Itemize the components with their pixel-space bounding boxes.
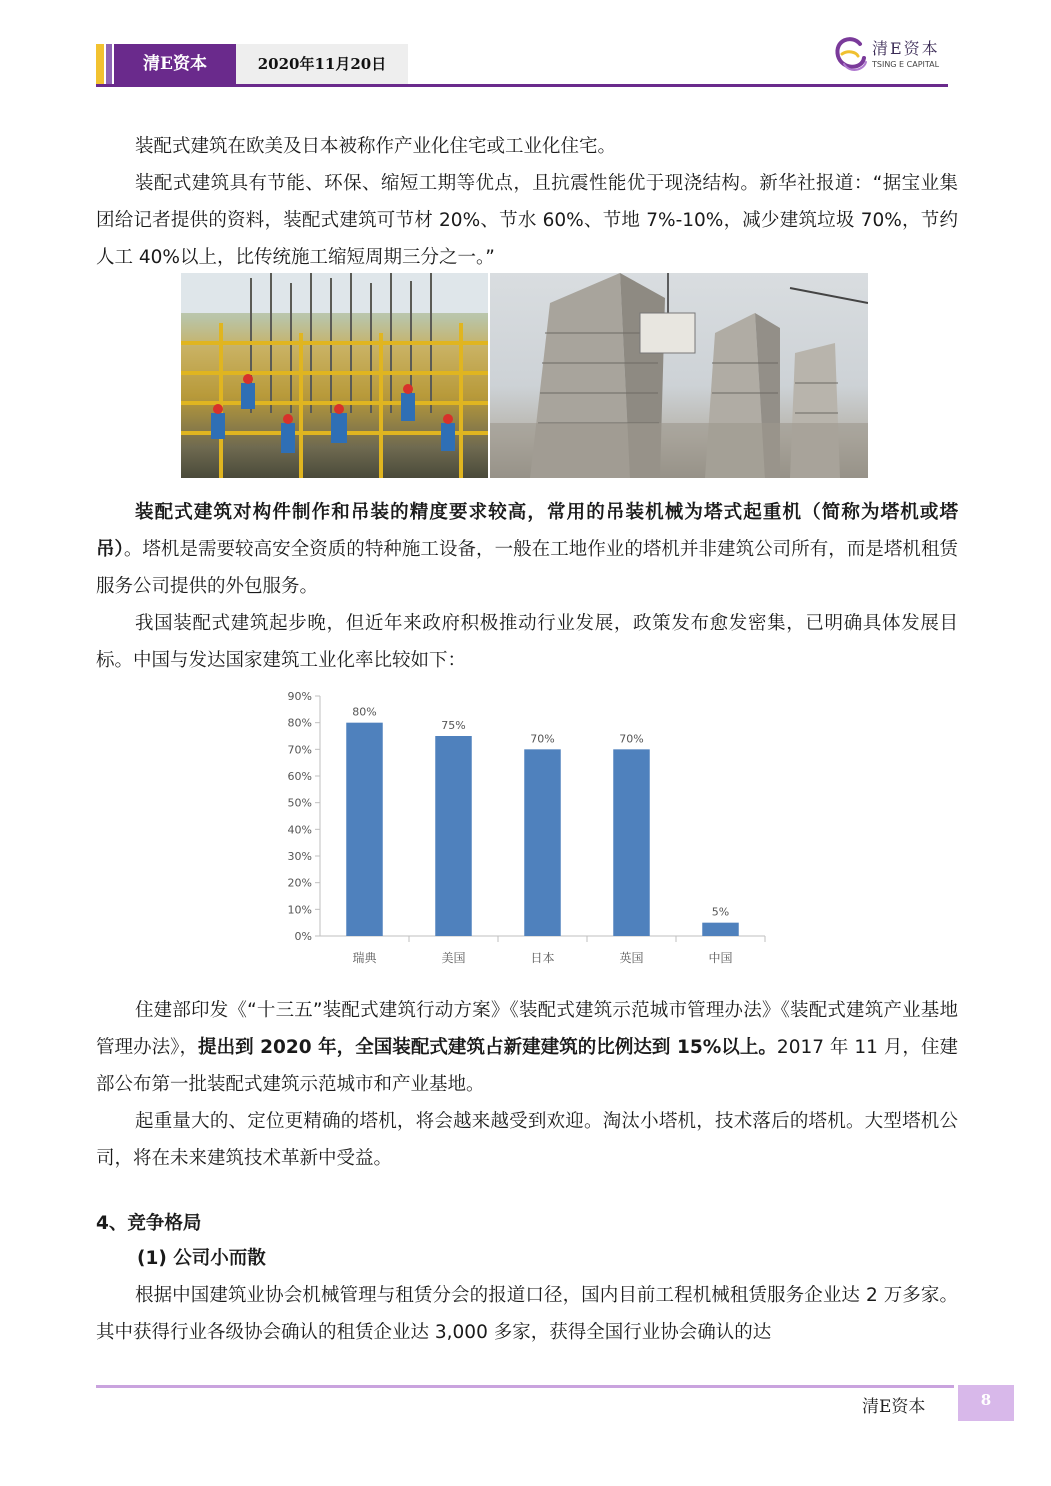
paragraph-2: 装配式建筑具有节能、环保、缩短工期等优点，且抗震性能优于现浇结构。新华社报道：“据宝业集团给记者提供的资料，装配式建筑可节材 20%、节水 60%、节地 7%-10%，减少建筑垃圾 70%，节约人工 40%以上，比传统施工缩短周期三分之一。” bbox=[96, 173, 958, 268]
bar-value-label: 5% bbox=[711, 905, 730, 919]
header-brand: 清E资本 bbox=[114, 44, 236, 84]
bar-4 bbox=[702, 923, 738, 936]
prefab-highrise-photo bbox=[490, 273, 868, 478]
x-category-label: 英国 bbox=[619, 951, 644, 965]
y-tick-label: 60% bbox=[287, 770, 312, 783]
paragraph-7: 根据中国建筑业协会机械管理与租赁分会的报道口径，国内目前工程机械租赁服务企业达 2 万多家。其中获得行业各级协会确认的租赁企业达 3,000 多家，获得全国行业协会确认的达 bbox=[96, 1285, 958, 1343]
company-logo bbox=[830, 30, 950, 80]
paragraph-3-bold: 装配式建筑对构件制作和吊装的精度要求较高，常用的吊装机械为塔式起重机（简称为塔机或塔吊） bbox=[96, 502, 958, 560]
paragraph-1: 装配式建筑在欧美及日本被称作产业化住宅或工业化住宅。 bbox=[135, 136, 617, 157]
y-tick-label: 70% bbox=[287, 743, 312, 757]
bar-3 bbox=[613, 749, 649, 936]
header-rule bbox=[96, 84, 948, 87]
y-tick-label: 90% bbox=[287, 690, 312, 703]
construction-site-photo bbox=[181, 273, 488, 478]
logo-english-name: TSING E CAPITAL bbox=[872, 60, 940, 69]
x-category-label: 瑞典 bbox=[352, 951, 377, 965]
paragraph-5 bbox=[96, 992, 958, 1103]
y-tick-label: 0% bbox=[294, 930, 312, 943]
bar-value-label: 75% bbox=[441, 719, 466, 732]
footer-rule bbox=[96, 1385, 954, 1388]
paragraph-5-a: 住建部印发《“十三五”装配式建筑行动方案》《装配式建筑示范城市管理办法》《装配式建筑产业基地管理办法》， bbox=[96, 1000, 958, 1058]
industrialization-rate-bar-chart bbox=[270, 680, 790, 980]
paragraph-4: 我国装配式建筑起步晚，但近年来政府积极推动行业发展，政策发布愈发密集，已明确具体发展目标。中国与发达国家建筑工业化率比较如下： bbox=[96, 613, 958, 671]
section-heading: 4、竞争格局 bbox=[96, 1213, 202, 1234]
y-tick-label: 30% bbox=[287, 850, 312, 863]
paragraph-3 bbox=[96, 494, 958, 605]
paragraph-5-b: 2017 年 11 月，住建部公布第一批装配式建筑示范城市和产业基地。 bbox=[96, 1037, 958, 1095]
logo-chinese-name: 清E资本 bbox=[872, 39, 940, 58]
y-tick-label: 20% bbox=[287, 876, 312, 890]
bar-value-label: 70% bbox=[619, 732, 644, 746]
bar-value-label: 80% bbox=[352, 705, 377, 719]
y-tick-label: 50% bbox=[287, 796, 312, 810]
paragraph-5-bold: 提出到 2020 年，全国装配式建筑占新建建筑的比例达到 15%以上。 bbox=[198, 1037, 777, 1058]
header-accent-violet bbox=[106, 44, 112, 84]
bar-value-label: 70% bbox=[530, 732, 555, 746]
bar-1 bbox=[435, 736, 471, 936]
header-accent-yellow bbox=[96, 44, 104, 84]
x-category-label: 日本 bbox=[530, 951, 555, 965]
highrise-crane-illustration bbox=[490, 273, 868, 478]
y-tick-label: 40% bbox=[287, 823, 312, 837]
bar-2 bbox=[524, 749, 560, 936]
header-date: 2020年11月20日 bbox=[236, 44, 408, 84]
x-category-label: 美国 bbox=[441, 951, 466, 965]
paragraph-6: 起重量大的、定位更精确的塔机，将会越来越受到欢迎。淘汰小塔机，技术落后的塔机。大型塔机公司，将在未来建筑技术革新中受益。 bbox=[96, 1111, 958, 1169]
subsection-heading: (1) 公司小而散 bbox=[137, 1248, 266, 1269]
footer-brand: 清E资本 bbox=[862, 1397, 926, 1417]
rebar-scaffold-illustration bbox=[181, 273, 488, 478]
paragraph-3-rest: 。塔机是需要较高安全资质的特种施工设备，一般在工地作业的塔机并非建筑公司所有，而是塔机租赁服务公司提供的外包服务。 bbox=[96, 539, 958, 597]
x-category-label: 中国 bbox=[708, 951, 733, 965]
page-number: 8 bbox=[958, 1385, 1014, 1421]
y-tick-label: 10% bbox=[287, 903, 312, 917]
bar-0 bbox=[346, 723, 382, 936]
logo-swirl-icon bbox=[830, 30, 870, 78]
y-tick-label: 80% bbox=[287, 716, 312, 730]
